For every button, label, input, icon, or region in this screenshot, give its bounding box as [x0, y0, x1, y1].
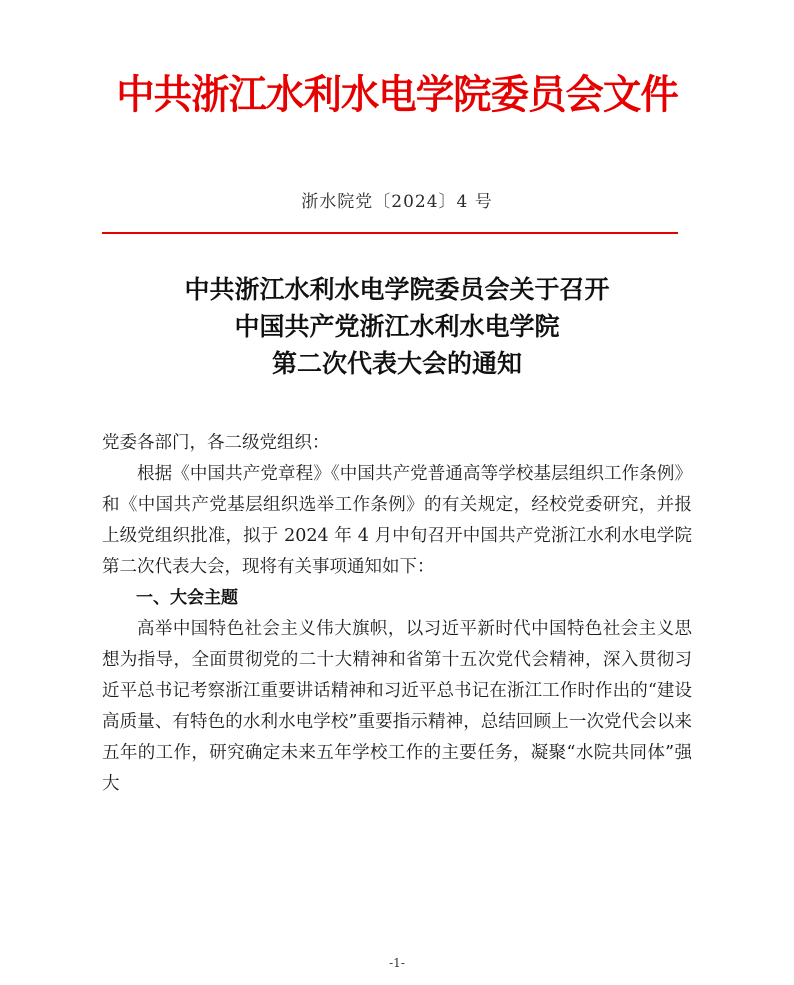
document-title — [0, 271, 794, 382]
document-body — [102, 428, 692, 800]
document-masthead: 中共浙江水利水电学院委员会文件 — [116, 71, 678, 118]
intro-paragraph: 根据《中国共产党章程》《中国共产党普通高等学校基层组织工作条例》和《中国共产党基层组织选举工作条例》的有关规定，经校党委研究，并报上级党组织批准，拟于 2024 年 4 月中旬召开中国共产党浙江水利水电学院第二次代表大会，现将有关事项通知如下： — [102, 464, 692, 577]
section-heading-theme: 一、大会主题 — [136, 588, 238, 608]
salutation: 党委各部门，各二级党组织： — [102, 433, 330, 453]
red-separator-line — [102, 232, 678, 234]
page-number: -1- — [389, 956, 405, 970]
section-paragraph-theme: 高举中国特色社会主义伟大旗帜，以习近平新时代中国特色社会主义思想为指导，全面贯彻党的二十大精神和省第十五次党代会精神，深入贯彻习近平总书记考察浙江重要讲话精神和习近平总书记在浙江工作时作出的“建设高质量、有特色的水利水电学校”重要指示精神，总结回顾上一次党代会以来五年的工作，研究确定未来五年学校工作的主要任务，凝聚“水院共同体”强大 — [102, 619, 692, 794]
document-number: 浙水院党〔2024〕4 号 — [301, 192, 493, 212]
title-line-3: 第二次代表大会的通知 — [271, 349, 522, 378]
title-line-1: 中共浙江水利水电学院委员会关于召开 — [184, 275, 610, 304]
title-line-2: 中国共产党浙江水利水电学院 — [234, 312, 560, 341]
